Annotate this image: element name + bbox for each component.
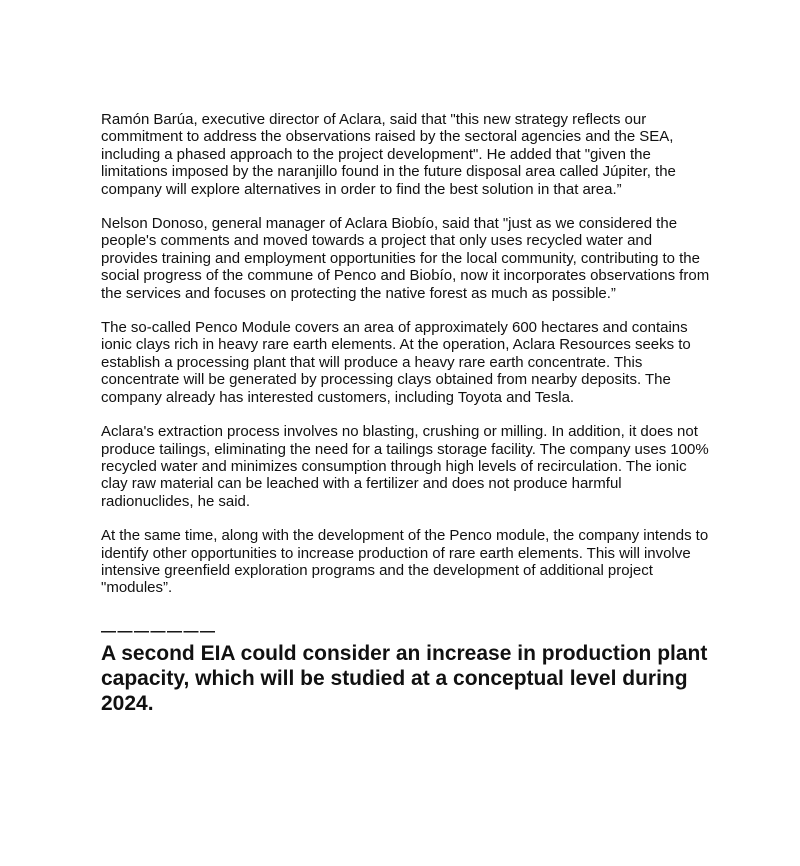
paragraph-penco-module: The so-called Penco Module covers an area of approximately 600 hectares and contains ionic clays rich in heavy rare earth elements. At the operation, Aclara Resources seeks to establish a processing plant that will produce a heavy rare earth concentrate. This concentrate will be generated by processing clays obtained from nearby deposits. The company already has interested customers, including Toyota and Tesla. xyxy=(101,319,691,406)
paragraph-barua-quote: Ramón Barúa, executive director of Aclara, said that "this new strategy reflects our commitment to address the observations raised by the sectoral agencies and the SEA, including a phased approach to the project development". He added that "given the limitations imposed by the naranjillo found in the future disposal area called Júpiter, the company will explore alternatives in order to find the best solution in that area.” xyxy=(101,111,676,198)
paragraph-extraction-process: Aclara's extraction process involves no blasting, crushing or milling. In addition, it does not produce tailings, eliminating the need for a tailings storage facility. The company uses 100% recycled water and minimizes consumption through high levels of recirculation. The ionic clay raw material can be leached with a fertilizer and does not produce harmful radionuclides, he said. xyxy=(101,423,709,510)
pull-quote-heading: A second EIA could consider an increase in production plant capacity, which will be studied at a conceptual level during 2024. xyxy=(101,641,708,715)
paragraph-future-opportunities: At the same time, along with the development of the Penco module, the company intends to identify other opportunities to increase production of rare earth elements. This will involve intensive greenfield exploration programs and the development of additional project "modules”. xyxy=(101,527,709,597)
section-divider: ——————— xyxy=(101,622,217,640)
paragraph-donoso-quote: Nelson Donoso, general manager of Aclara Biobío, said that "just as we considered the people's comments and moved towards a project that only uses recycled water and provides training and employment opportunities for the local community, contributing to the social progress of the commune of Penco and Biobío, now it incorporates observations from the services and focuses on protecting the native forest as much as possible.” xyxy=(101,215,710,302)
article-body xyxy=(101,111,711,716)
